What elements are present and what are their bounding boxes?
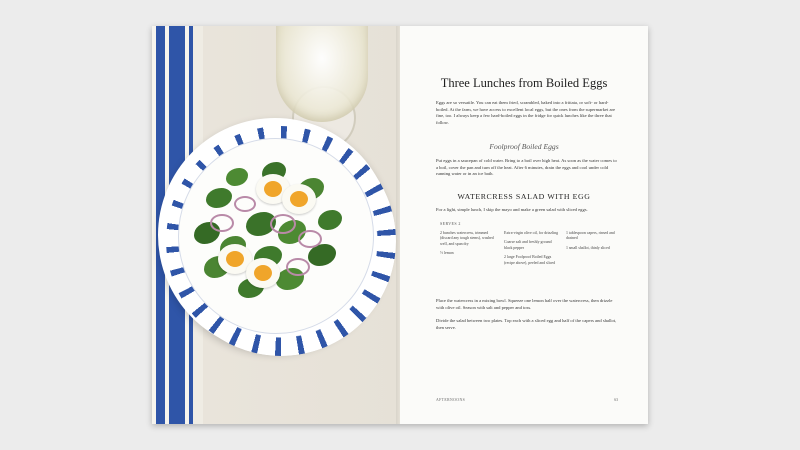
direction-step: Divide the salad between two plates. Top each with a sliced egg and half of the capers and shallot, then serve. [436, 318, 617, 330]
shallot-ring [234, 196, 256, 212]
page-title: Three Lunches from Boiled Eggs [440, 76, 608, 90]
technique-paragraph: Put eggs in a saucepan of cold water. Bring to a boil over high heat. As soon as the water comes to a boil, cover the pan and turn off the heat. After 6 minutes, drain the eggs and cool under cold running water or in an ice bath. [436, 158, 617, 177]
photo-page [152, 26, 400, 424]
page-number: 63 [614, 398, 618, 402]
technique-heading: Foolproof Boiled Eggs [489, 142, 559, 151]
cookbook-spread [152, 26, 648, 424]
shallot-ring [286, 258, 310, 276]
ingredients-column-2 [504, 231, 560, 270]
shallot-ring [270, 214, 296, 234]
ingredient: 1 tablespoon capers, rinsed and drained [566, 231, 615, 241]
wine-glass [276, 26, 368, 122]
ingredient: 2 bunches watercress, trimmed (discard any tough stems), washed well, and spun dry [440, 231, 494, 246]
ingredients-column-3 [566, 231, 622, 255]
direction-step: Place the watercress in a mixing bowl. Squeeze one lemon half over the watercress, then drizzle with olive oil. Season with salt and pepper and toss. [436, 298, 613, 310]
shallot-ring [210, 214, 234, 232]
recipe-page [400, 26, 648, 424]
ingredient: 2 large Foolproof Boiled Eggs (recipe above), peeled and sliced [504, 255, 556, 265]
shallot-ring [298, 230, 322, 248]
ingredient: Coarse salt and freshly ground black pepper [504, 240, 552, 250]
intro-paragraph: Eggs are so versatile. You can eat them fried, scrambled, baked into a frittata, or soft- or hard-boiled. At the farm, we have access to excellent local eggs, but the ones from the supermarket are fine, too. I always keep a few hard-boiled eggs in the fridge for quick lunches like the three that follow. [436, 100, 616, 125]
ingredient: 1 small shallot, thinly sliced [566, 245, 610, 250]
plate [158, 118, 392, 352]
egg-slice [246, 258, 280, 288]
recipe-title: WATERCRESS SALAD WITH EGG [457, 192, 591, 201]
ingredient: Extra-virgin olive oil, for drizzling [504, 231, 559, 235]
ingredient: ½ lemon [440, 251, 454, 256]
recipe-intro: For a light, simple lunch, I skip the mayo and make a green salad with sliced eggs. [436, 207, 588, 212]
serves-label: SERVES 2 [440, 221, 461, 226]
ingredients-column-1 [440, 231, 496, 261]
egg-slice [282, 184, 316, 214]
running-footer: AFTERNOONS [436, 398, 466, 402]
